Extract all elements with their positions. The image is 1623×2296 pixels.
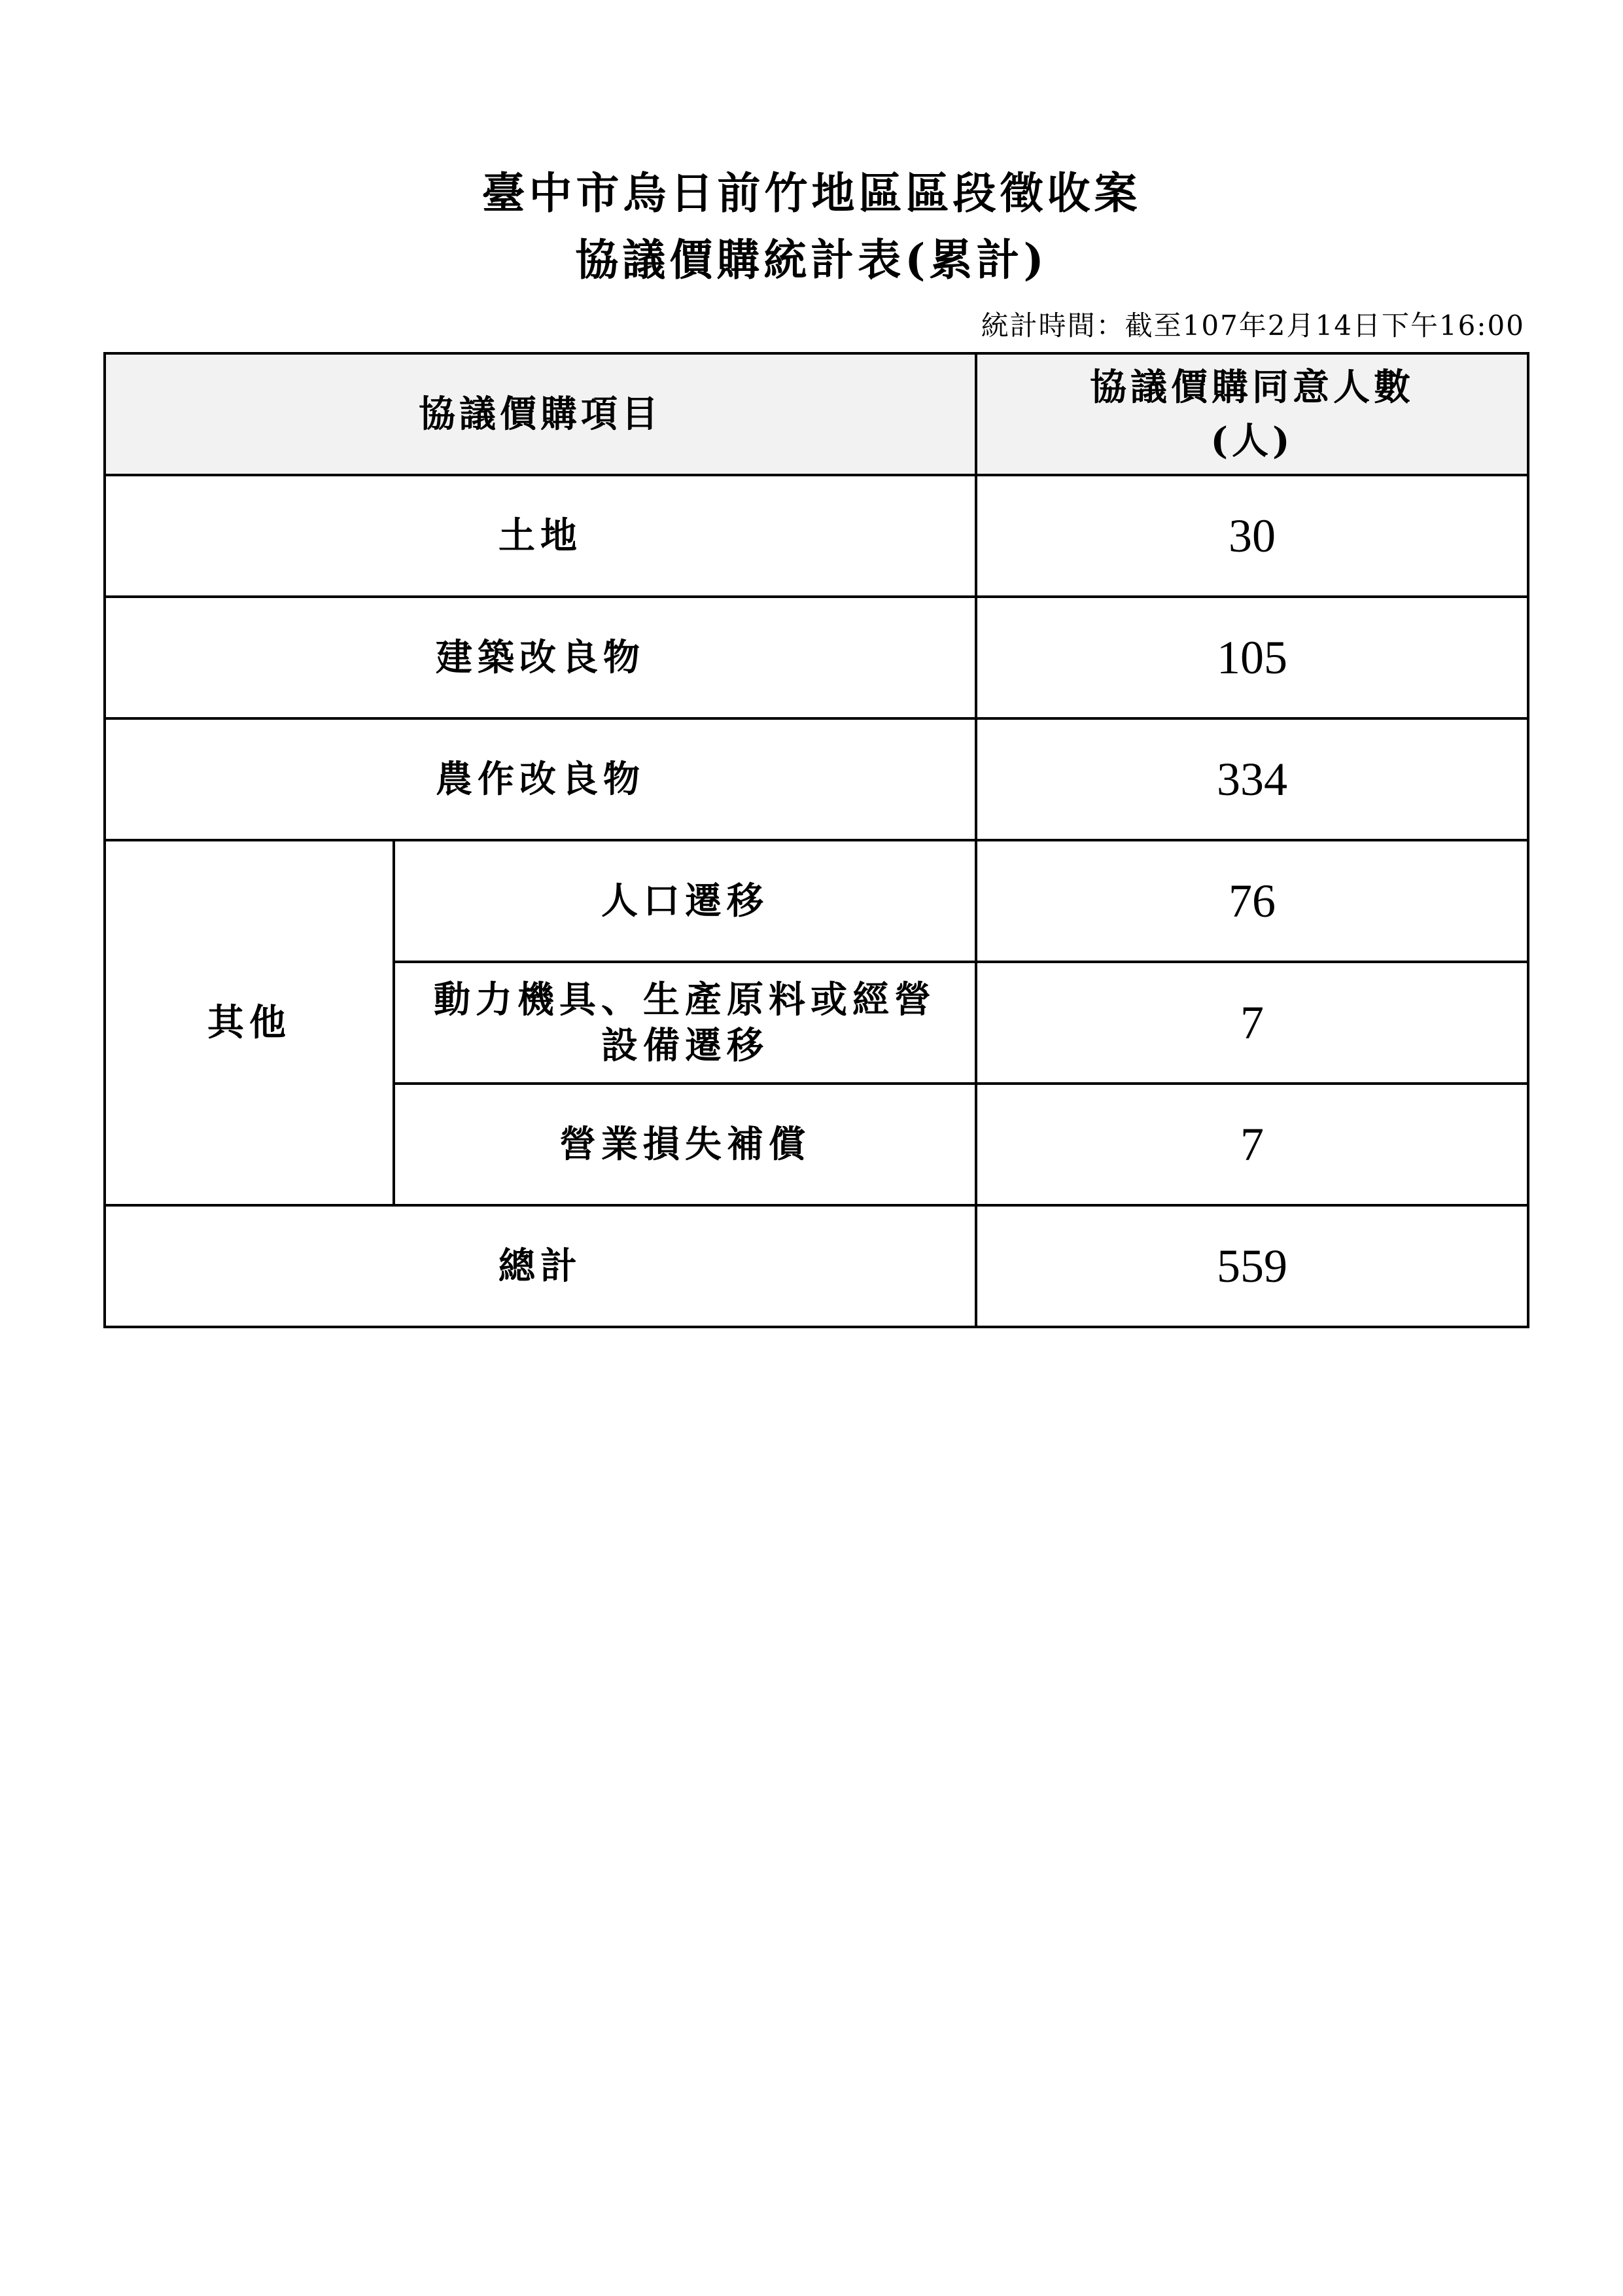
table-row (105, 475, 1528, 597)
statistics-time: 統計時間：截至107年2月14日下午16:00 (981, 309, 1525, 342)
row-value-land (976, 475, 1528, 597)
value-text: 334 (1217, 752, 1287, 805)
document-title-line1: 臺中市烏日前竹地區區段徵收案 (481, 168, 1142, 219)
value-text: 7 (1240, 996, 1264, 1049)
header-item: 協議價購項目 (105, 353, 976, 475)
row-value-building (976, 597, 1528, 718)
value-text: 105 (1217, 631, 1287, 684)
table-header-row (105, 353, 1528, 475)
value-text: 559 (1217, 1239, 1287, 1292)
row-label-building: 建築改良物 (105, 597, 976, 718)
other-item-value-equipment (976, 962, 1528, 1084)
other-item-label-population: 人口遷移 (394, 840, 976, 962)
other-item-value-business (976, 1084, 1528, 1205)
header-count-line1: 協議價購同意人數 (1090, 366, 1414, 409)
other-item-label-business: 營業損失補償 (394, 1084, 976, 1205)
value-text: 30 (1229, 509, 1276, 562)
header-count (976, 353, 1528, 475)
other-item-label-equipment (394, 962, 976, 1084)
table-row (105, 718, 1528, 840)
equipment-label-text: 動力機具、生產原料或經營設備遷移 (434, 978, 936, 1067)
other-group-label: 其他 (105, 840, 394, 1205)
row-label-crops: 農作改良物 (105, 718, 976, 840)
header-count-line2: (人) (1210, 419, 1294, 463)
table-row (105, 840, 1528, 962)
value-text: 76 (1229, 874, 1276, 927)
value-text: 7 (1240, 1118, 1264, 1171)
row-label-land: 土地 (105, 475, 976, 597)
document-title-line2: 協議價購統計表(累計) (575, 234, 1048, 285)
statistics-table (103, 352, 1529, 1328)
table-row (105, 597, 1528, 718)
total-value (976, 1205, 1528, 1327)
row-value-crops (976, 718, 1528, 840)
other-item-value-population (976, 840, 1528, 962)
table-total-row (105, 1205, 1528, 1327)
total-label: 總計 (105, 1205, 976, 1327)
